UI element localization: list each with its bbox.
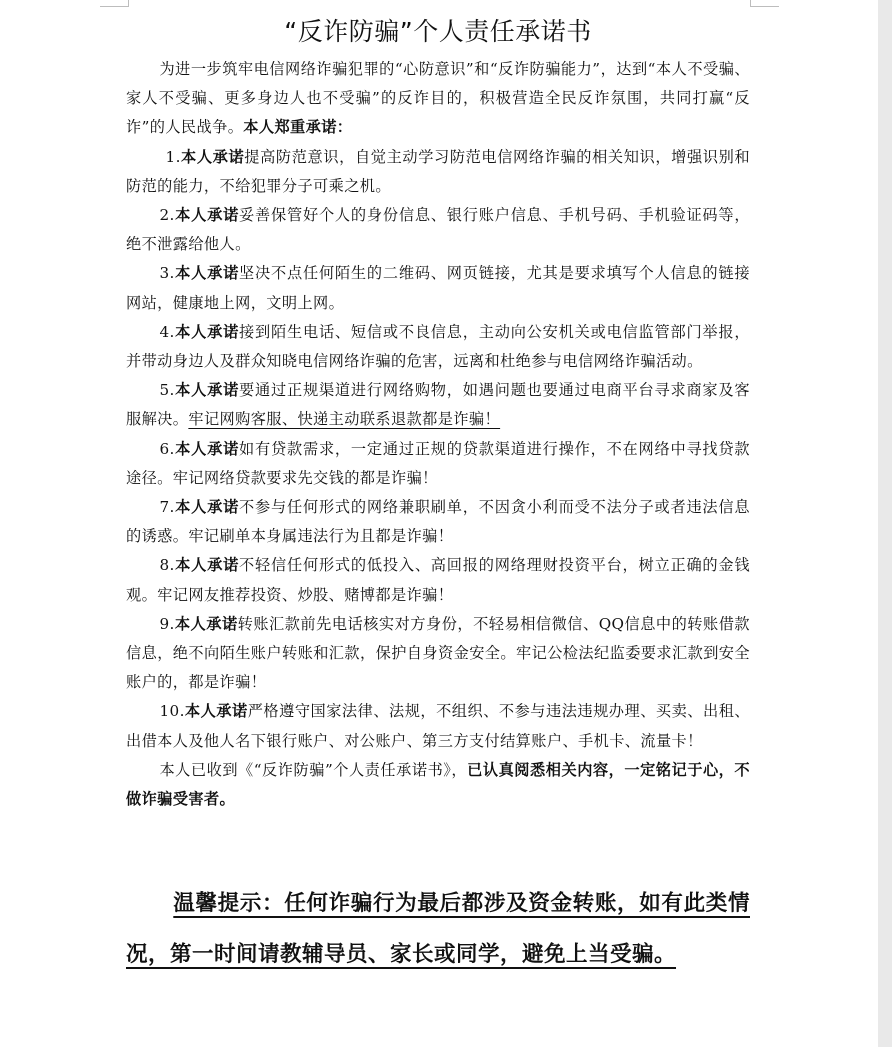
item-number: 8.: [159, 556, 175, 575]
item-number: 2.: [159, 206, 175, 225]
item-text: 转账汇款前先电话核实对方身份，不轻易相信微信、QQ信息中的转账借款信息，绝不向陌生账户转账和汇款，保护自身资金安全。牢记公检法纪监委要求汇款到安全账户的，都是诈骗！: [126, 614, 750, 692]
warm-tip: 温馨提示：任何诈骗行为最后都涉及资金转账，如有此类情况，第一时间请教辅导员、家长或同学，避免上当受骗。: [126, 891, 750, 967]
item-label: 本人承诺: [174, 381, 240, 400]
item-label: 本人承诺: [184, 702, 248, 721]
commitment-item-6: [126, 435, 750, 493]
commitment-item-1: [126, 143, 750, 201]
commitment-item-5: [126, 376, 750, 434]
item-text: 要通过正规渠道进行网络购物，如遇问题也要通过电商平台寻求商家及客服解决。: [126, 381, 750, 429]
item-number: 10.: [159, 702, 185, 721]
commitment-item-3: [126, 259, 750, 317]
page-corner-mark-left: [100, 0, 129, 7]
commitment-item-10: [126, 697, 750, 755]
closing-paragraph: [126, 756, 750, 814]
closing-text: 本人已收到《“反诈防骗”个人责任承诺书》，: [159, 760, 468, 779]
item-number: 5.: [159, 381, 175, 400]
item-text: 妥善保管好个人的身份信息、银行账户信息、手机号码、手机验证码等，绝不泄露给他人。: [126, 206, 750, 254]
item-number: 3.: [159, 264, 175, 283]
commitment-item-4: [126, 318, 750, 376]
commitment-item-2: [126, 201, 750, 259]
item-number: 4.: [159, 322, 175, 341]
closing-bold: 已认真阅悉相关内容，一定铭记于心，不做诈骗受害者。: [126, 760, 750, 809]
item-text: 不参与任何形式的网络兼职刷单，不因贪小利而受不法分子或者违法信息的诱惑。牢记刷单本身属违法行为且都是诈骗！: [126, 498, 750, 546]
item-text: 如有贷款需求，一定通过正规的贷款渠道进行操作，不在网络中寻找贷款途径。牢记网络贷款要求先交钱的都是诈骗！: [126, 439, 750, 487]
window-scrollbar-gutter[interactable]: [878, 0, 892, 1047]
item-text: 提高防范意识，自觉主动学习防范电信网络诈骗的相关知识，增强识别和防范的能力，不给犯罪分子可乘之机。: [126, 147, 750, 195]
commitment-item-7: [126, 493, 750, 551]
page-corner-mark-right: [750, 0, 779, 7]
item-label: 本人承诺: [174, 264, 240, 283]
item-label: 本人承诺: [180, 147, 245, 166]
intro-text: 为进一步筑牢电信网络诈骗犯罪的“心防意识”和“反诈防骗能力”，达到“本人不受骗、家人不受骗、更多身边人也不受骗”的反诈目的，积极营造全民反诈氛围，共同打赢“反诈”的人民战争。: [126, 60, 750, 137]
item-label: 本人承诺: [174, 439, 240, 458]
item-text: 接到陌生电话、短信或不良信息，主动向公安机关或电信监管部门举报，并带动身边人及群众知晓电信网络诈骗的危害，远离和杜绝参与电信网络诈骗活动。: [126, 322, 750, 371]
intro-paragraph: [126, 55, 750, 143]
item-label: 本人承诺: [174, 322, 240, 341]
item-text: 严格遵守国家法律、法规，不组织、不参与违法违规办理、买卖、出租、出借本人及他人名下银行账户、对公账户、第三方支付结算账户、手机卡、流量卡！: [126, 702, 750, 750]
item-label: 本人承诺: [174, 614, 238, 633]
item-text: 不轻信任何形式的低投入、高回报的网络理财投资平台，树立正确的金钱观。牢记网友推荐投资、炒股、赌博都是诈骗！: [126, 556, 750, 604]
item-label: 本人承诺: [174, 498, 240, 517]
intro-bold: 本人郑重承诺：: [243, 118, 353, 137]
item-label: 本人承诺: [174, 206, 240, 225]
document-title: “反诈防骗”个人责任承诺书: [284, 17, 592, 46]
item-number: 9.: [159, 614, 175, 633]
item-label: 本人承诺: [174, 556, 240, 575]
item-number: 6.: [159, 439, 175, 458]
commitment-item-9: [126, 610, 750, 698]
document-body: [126, 55, 750, 814]
item-text: 坚决不点任何陌生的二维码、网页链接，尤其是要求填写个人信息的链接网站，健康地上网，文明上网。: [126, 264, 750, 312]
item-underlined-text: 牢记网购客服、快递主动联系退款都是诈骗！: [188, 410, 501, 429]
item-number: 7.: [159, 498, 175, 517]
item-number: 1.: [165, 147, 181, 166]
commitment-item-8: [126, 551, 750, 609]
